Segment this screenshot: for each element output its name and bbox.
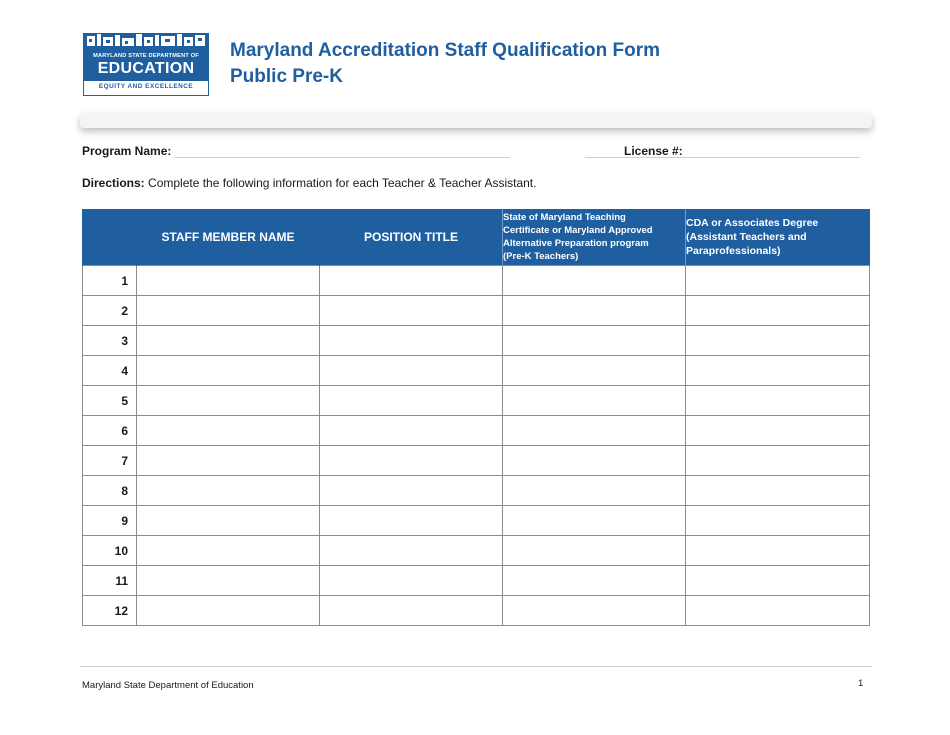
cda-degree-cell[interactable] <box>686 416 870 446</box>
position-title-cell[interactable] <box>320 296 503 326</box>
teaching-certificate-cell[interactable] <box>503 506 686 536</box>
teaching-certificate-cell[interactable] <box>503 386 686 416</box>
teaching-certificate-cell[interactable] <box>503 596 686 626</box>
teaching-certificate-cell[interactable] <box>503 296 686 326</box>
table-row <box>83 296 870 326</box>
header-cda-line2: (Assistant Teachers and <box>686 231 807 243</box>
cda-degree-cell[interactable] <box>686 566 870 596</box>
staff-name-cell[interactable] <box>137 566 320 596</box>
teaching-certificate-cell[interactable] <box>503 566 686 596</box>
cda-degree-cell[interactable] <box>686 266 870 296</box>
teaching-certificate-cell[interactable] <box>503 326 686 356</box>
row-number: 8 <box>83 476 137 506</box>
header-cert-line1: State of Maryland Teaching <box>503 212 626 223</box>
cda-degree-cell[interactable] <box>686 296 870 326</box>
staff-name-cell[interactable] <box>137 326 320 356</box>
position-title-cell[interactable] <box>320 416 503 446</box>
table-row <box>83 386 870 416</box>
header-cert-line2: Certificate or Maryland Approved <box>503 225 653 236</box>
position-title-cell[interactable] <box>320 566 503 596</box>
logo-text-line2: EDUCATION <box>97 60 195 77</box>
position-title-cell[interactable] <box>320 266 503 296</box>
teaching-certificate-cell[interactable] <box>503 416 686 446</box>
row-number: 6 <box>83 416 137 446</box>
position-title-cell[interactable] <box>320 326 503 356</box>
row-number: 2 <box>83 296 137 326</box>
staff-name-cell[interactable] <box>137 446 320 476</box>
row-number: 3 <box>83 326 137 356</box>
form-subtitle: Public Pre-K <box>230 66 343 87</box>
logo-band <box>84 34 208 81</box>
header-cert-line3: Alternative Preparation program <box>503 238 649 249</box>
teaching-certificate-cell[interactable] <box>503 476 686 506</box>
directions-text: Complete the following information for each Teacher & Teacher Assistant. <box>144 176 537 190</box>
staff-table <box>82 209 870 626</box>
header-number <box>83 209 137 266</box>
teaching-certificate-cell[interactable] <box>503 266 686 296</box>
program-name-field[interactable] <box>175 157 510 158</box>
table-row <box>83 536 870 566</box>
header-position-title: POSITION TITLE <box>320 209 503 266</box>
row-number: 10 <box>83 536 137 566</box>
cda-degree-cell[interactable] <box>686 506 870 536</box>
position-title-cell[interactable] <box>320 536 503 566</box>
staff-name-cell[interactable] <box>137 596 320 626</box>
header-cert-line4: (Pre-K Teachers) <box>503 251 579 262</box>
header-cda-degree <box>686 209 870 266</box>
row-number: 12 <box>83 596 137 626</box>
table-row <box>83 446 870 476</box>
directions <box>82 176 536 190</box>
logo-text-line1: MARYLAND STATE DEPARTMENT OF <box>93 53 199 59</box>
staff-name-cell[interactable] <box>137 506 320 536</box>
cda-degree-cell[interactable] <box>686 386 870 416</box>
staff-name-cell[interactable] <box>137 476 320 506</box>
table-row <box>83 266 870 296</box>
cda-degree-cell[interactable] <box>686 446 870 476</box>
program-name-label: Program Name: <box>82 144 172 158</box>
staff-name-cell[interactable] <box>137 536 320 566</box>
row-number: 11 <box>83 566 137 596</box>
staff-name-cell[interactable] <box>137 296 320 326</box>
table-row <box>83 476 870 506</box>
row-number: 7 <box>83 446 137 476</box>
cda-degree-cell[interactable] <box>686 356 870 386</box>
page-number: 1 <box>858 678 864 689</box>
logo-tagline: EQUITY AND EXCELLENCE <box>98 83 194 90</box>
row-number: 4 <box>83 356 137 386</box>
staff-name-cell[interactable] <box>137 266 320 296</box>
header-staff-member-name: STAFF MEMBER NAME <box>137 209 320 266</box>
table-header-row <box>83 209 870 266</box>
teaching-certificate-cell[interactable] <box>503 536 686 566</box>
header-cda-line3: Paraprofessionals) <box>686 245 781 257</box>
header-cda-line1: CDA or Associates Degree <box>686 217 819 229</box>
table-row <box>83 416 870 446</box>
form-title: Maryland Accreditation Staff Qualification Form <box>230 40 661 61</box>
position-title-cell[interactable] <box>320 476 503 506</box>
footer-org: Maryland State Department of Education <box>82 680 254 691</box>
staff-name-cell[interactable] <box>137 386 320 416</box>
table-row <box>83 326 870 356</box>
staff-name-cell[interactable] <box>137 356 320 386</box>
cda-degree-cell[interactable] <box>686 536 870 566</box>
footer-divider <box>80 666 872 667</box>
row-number: 9 <box>83 506 137 536</box>
position-title-cell[interactable] <box>320 386 503 416</box>
staff-table-body <box>83 266 870 626</box>
logo-skyline-icon <box>87 34 205 46</box>
cda-degree-cell[interactable] <box>686 476 870 506</box>
row-number: 5 <box>83 386 137 416</box>
license-label: License #: <box>624 144 683 158</box>
table-row <box>83 566 870 596</box>
cda-degree-cell[interactable] <box>686 326 870 356</box>
staff-name-cell[interactable] <box>137 416 320 446</box>
position-title-cell[interactable] <box>320 446 503 476</box>
header-teaching-certificate <box>503 209 686 266</box>
table-row <box>83 506 870 536</box>
table-row <box>83 356 870 386</box>
position-title-cell[interactable] <box>320 356 503 386</box>
position-title-cell[interactable] <box>320 506 503 536</box>
position-title-cell[interactable] <box>320 596 503 626</box>
teaching-certificate-cell[interactable] <box>503 446 686 476</box>
teaching-certificate-cell[interactable] <box>503 356 686 386</box>
license-field[interactable] <box>585 157 860 158</box>
msde-logo <box>83 33 209 96</box>
cda-degree-cell[interactable] <box>686 596 870 626</box>
directions-label: Directions: <box>82 176 145 190</box>
row-number: 1 <box>83 266 137 296</box>
header-divider <box>80 114 872 128</box>
table-row <box>83 596 870 626</box>
